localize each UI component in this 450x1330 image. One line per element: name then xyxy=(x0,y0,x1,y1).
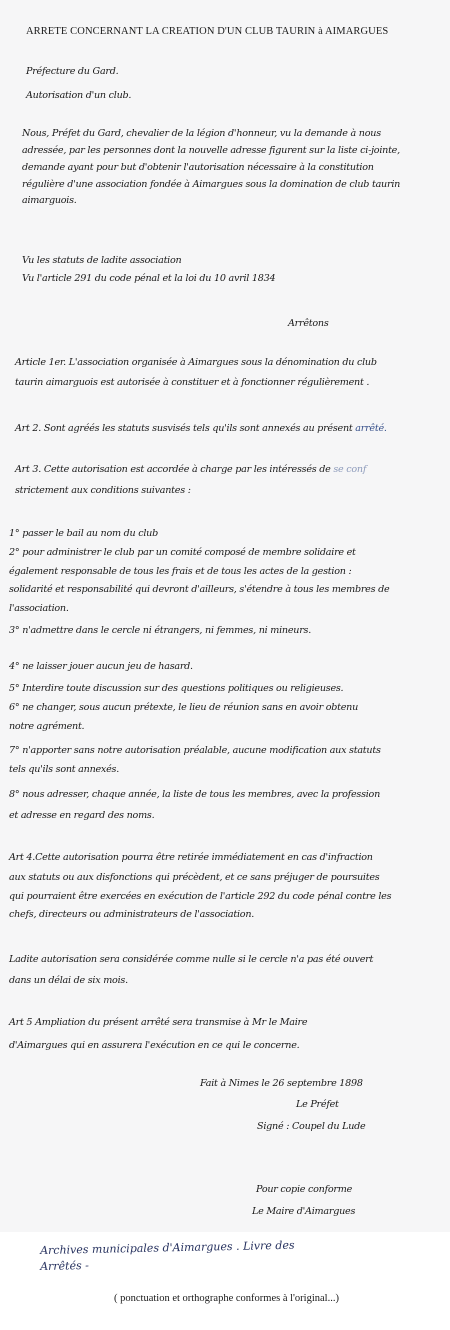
article-4-line: qui pourraient être exercées en exécution de l'article 292 du code pénal contre les xyxy=(9,891,392,902)
footnote: ( ponctuation et orthographe conformes à l'original...) xyxy=(114,1293,339,1304)
article-4-line: chefs, directeurs ou administrateurs de l'association. xyxy=(9,909,255,920)
place-date-line: Fait à Nimes le 26 septembre 1898 xyxy=(200,1078,363,1089)
archive-line: Arrêtés - xyxy=(40,1258,90,1273)
vu-statuts-line: Vu les statuts de ladite association xyxy=(22,255,182,266)
article-1-line: Article 1er. L'association organisée à Aimargues sous la dénomination du club xyxy=(15,357,377,368)
intro-line: aimarguois. xyxy=(22,195,77,206)
article-5-line: d'Aimargues qui en assurera l'exécution en ce qui le concerne. xyxy=(9,1040,300,1051)
condition-line: notre agrément. xyxy=(9,721,85,732)
archive-line: Archives municipales d'Aimargues . Livre des xyxy=(40,1238,295,1257)
article-1-line: taurin aimarguois est autorisée à constituer et à fonctionner régulièrement . xyxy=(15,377,370,388)
article-2-tail: arrêté. xyxy=(355,423,387,434)
condition-line: 2° pour administrer le club par un comité composé de membre solidaire et xyxy=(9,547,356,558)
signed-line: Signé : Coupel du Lude xyxy=(257,1121,366,1132)
condition-line: et adresse en regard des noms. xyxy=(9,810,155,821)
intro-line: Nous, Préfet du Gard, chevalier de la légion d'honneur, vu la demande à nous xyxy=(22,128,381,139)
condition-line: 5° Interdire toute discussion sur des questions politiques ou religieuses. xyxy=(9,683,344,694)
condition-line: solidarité et responsabilité qui devront d'ailleurs, s'étendre à tous les membres de xyxy=(9,584,390,595)
condition-line: l'association. xyxy=(9,603,69,614)
mayor-line: Le Maire d'Aimargues xyxy=(252,1206,356,1217)
condition-line: tels qu'ils sont annexés. xyxy=(9,764,119,775)
article-4-line: Art 4.Cette autorisation pourra être retirée immédiatement en cas d'infraction xyxy=(9,852,373,863)
authorization-line: Autorisation d'un club. xyxy=(26,90,132,101)
vu-article-line: Vu l'article 291 du code pénal et la loi du 10 avril 1834 xyxy=(22,273,276,284)
condition-line: également responsable de tous les frais et de tous les actes de la gestion : xyxy=(9,566,352,577)
ladite-line: dans un délai de six mois. xyxy=(9,975,128,986)
intro-line: régulière d'une association fondée à Aimargues sous la domination de club taurin xyxy=(22,179,401,190)
condition-line: 8° nous adresser, chaque année, la liste de tous les membres, avec la profession xyxy=(9,789,381,800)
intro-line: demande ayant pour but d'obtenir l'autorisation nécessaire à la constitution xyxy=(22,162,374,173)
document-title: ARRETE CONCERNANT LA CREATION D'UN CLUB TAURIN à AIMARGUES xyxy=(26,26,389,37)
article-2-text: Art 2. Sont agréés les statuts susvisés tels qu'ils sont annexés au présent xyxy=(15,423,356,434)
article-2-line xyxy=(15,423,387,434)
article-3-text: Art 3. Cette autorisation est accordée à charge par les intéressés de xyxy=(15,464,334,475)
condition-line: 3° n'admettre dans le cercle ni étrangers, ni femmes, ni mineurs. xyxy=(9,625,312,636)
arretons-heading: Arrêtons xyxy=(288,318,329,329)
article-3-line: strictement aux conditions suivantes : xyxy=(15,485,191,496)
article-3-tail: se conf xyxy=(333,464,367,475)
condition-line: 6° ne changer, sous aucun prétexte, le lieu de réunion sans en avoir obtenu xyxy=(9,702,359,713)
condition-line: 7° n'apporter sans notre autorisation préalable, aucune modification aux statuts xyxy=(9,745,381,756)
prefet-line: Le Préfet xyxy=(296,1099,339,1110)
condition-line: 1° passer le bail au nom du club xyxy=(9,528,158,539)
article-4-line: aux statuts ou aux disfonctions qui précèdent, et ce sans préjuger de poursuites xyxy=(9,872,380,883)
article-3-line xyxy=(15,464,366,475)
article-5-line: Art 5 Ampliation du présent arrêté sera transmise à Mr le Maire xyxy=(9,1017,308,1028)
condition-line: 4° ne laisser jouer aucun jeu de hasard. xyxy=(9,661,193,672)
ladite-line: Ladite autorisation sera considérée comme nulle si le cercle n'a pas été ouvert xyxy=(9,954,374,965)
copy-conform-line: Pour copie conforme xyxy=(256,1184,353,1195)
intro-line: adressée, par les personnes dont la nouvelle adresse figurent sur la liste ci-jointe, xyxy=(22,145,400,156)
prefecture-line: Préfecture du Gard. xyxy=(26,66,119,77)
